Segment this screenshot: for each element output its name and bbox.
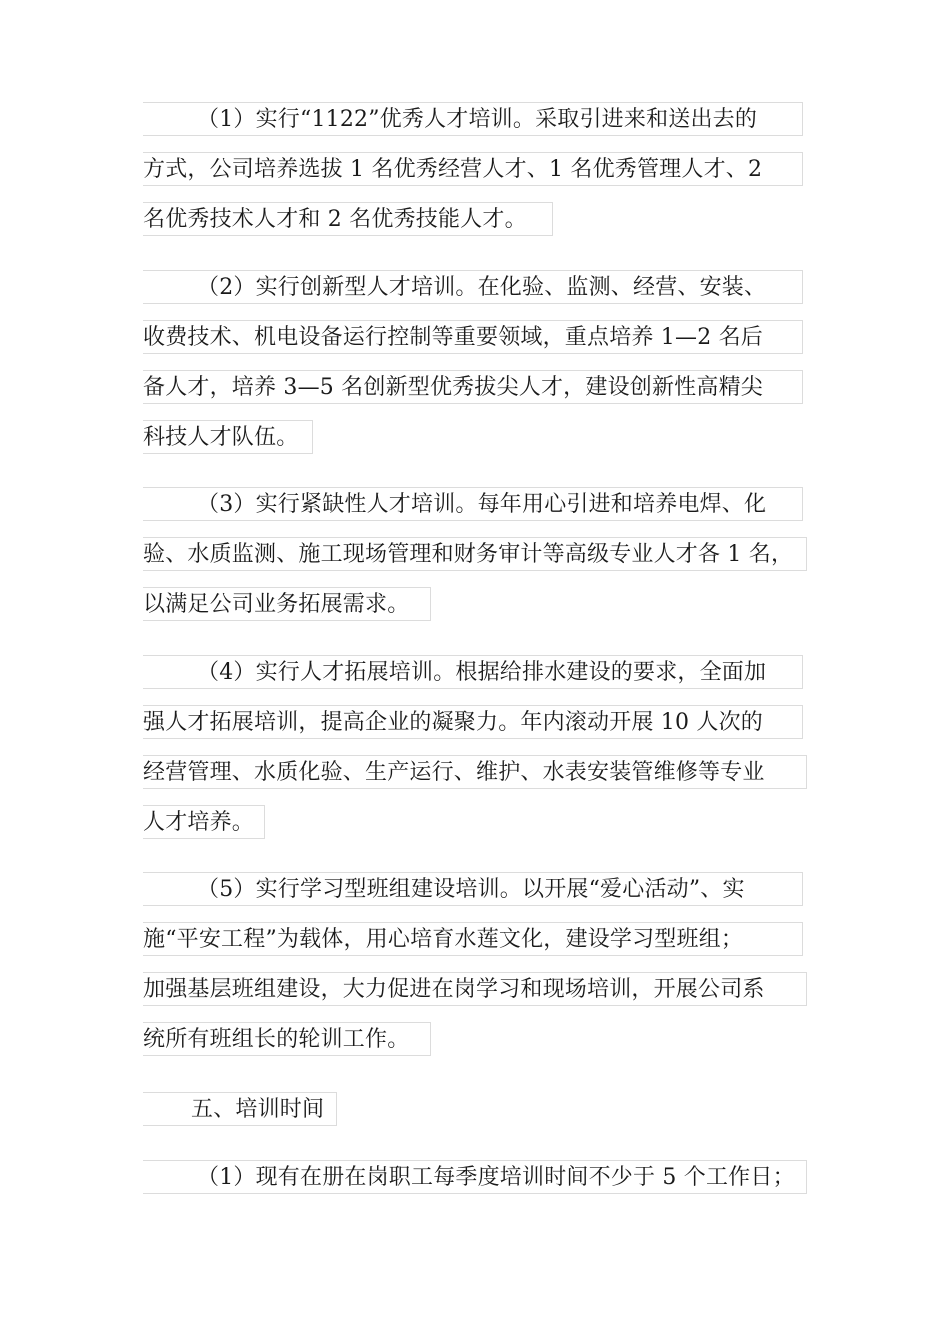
text-line: 经营管理、水质化验、生产运行、维护、水表安装管维修等专业	[143, 755, 807, 789]
text-line: 施“平安工程”为载体，用心培育水莲文化，建设学习型班组；	[143, 922, 803, 956]
text-line: 验、水质监测、施工现场管理和财务审计等高级专业人才各 1 名，	[143, 537, 807, 571]
text-line: （5）实行学习型班组建设培训。以开展“爱心活动”、实	[143, 872, 803, 906]
text-line: 统所有班组长的轮训工作。	[143, 1022, 431, 1056]
text-line: 名优秀技术人才和 2 名优秀技能人才。	[143, 202, 553, 236]
text-line: 科技人才队伍。	[143, 420, 313, 454]
section-heading: 五、培训时间	[143, 1092, 337, 1126]
text-line: 加强基层班组建设，大力促进在岗学习和现场培训，开展公司系	[143, 972, 807, 1006]
text-line: （1）现有在册在岗职工每季度培训时间不少于 5 个工作日；	[143, 1160, 807, 1194]
text-line: （3）实行紧缺性人才培训。每年用心引进和培养电焊、化	[143, 487, 803, 521]
text-line: 强人才拓展培训，提高企业的凝聚力。年内滚动开展 10 人次的	[143, 705, 803, 739]
text-line: （2）实行创新型人才培训。在化验、监测、经营、安装、	[143, 270, 803, 304]
text-line: 收费技术、机电设备运行控制等重要领域，重点培养 1—2 名后	[143, 320, 803, 354]
text-line: 人才培养。	[143, 805, 265, 839]
text-line: 备人才，培养 3—5 名创新型优秀拔尖人才，建设创新性高精尖	[143, 370, 803, 404]
text-line: 方式，公司培养选拔 1 名优秀经营人才、1 名优秀管理人才、2	[143, 152, 803, 186]
text-line: 以满足公司业务拓展需求。	[143, 587, 431, 621]
text-line: （1）实行“1122”优秀人才培训。采取引进来和送出去的	[143, 102, 803, 136]
text-line: （4）实行人才拓展培训。根据给排水建设的要求，全面加	[143, 655, 803, 689]
